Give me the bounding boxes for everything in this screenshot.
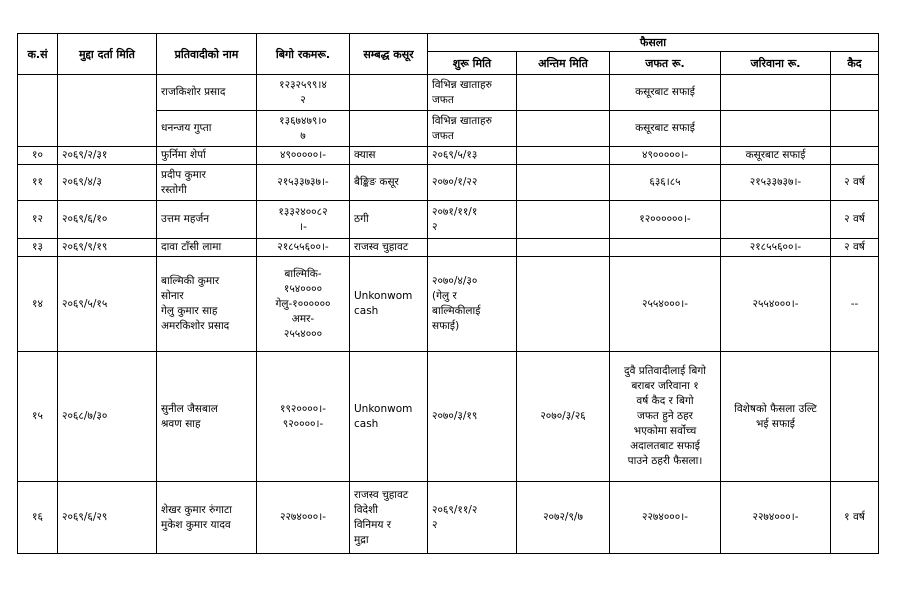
prison-cell: [831, 111, 879, 147]
table-row: [18, 165, 879, 201]
final-date-cell: [517, 239, 610, 257]
confiscation-cell: ६३६।८५: [610, 165, 721, 201]
header-offense: सम्बद्ध कसूर: [350, 34, 428, 75]
start-date-cell: विभिन्न खाताहरु जफत: [428, 75, 517, 111]
confiscation-cell: १२००००००।-: [610, 201, 721, 239]
confiscation-cell: दुवै प्रतिवादीलाई बिगो बराबर जरिवाना १ वर्ष कैद र बिगो जफत हुने ठहर भएकोमा सर्वोच्च अदालतबाट सफाई पाउने ठहरी फैसला।: [610, 352, 721, 482]
amount-cell: १३६७४७९।० ७: [257, 111, 350, 147]
case-date-cell: २०६९/६/१०: [58, 201, 157, 239]
prison-cell: २ वर्ष: [831, 201, 879, 239]
amount-cell: १३३२४००८२ ।-: [257, 201, 350, 239]
serial-cell: १४: [18, 257, 58, 352]
amount-cell: १२३२५९९।४ २: [257, 75, 350, 111]
prison-cell: [831, 75, 879, 111]
table-row: [18, 239, 879, 257]
fine-cell: २५५४०००।-: [721, 257, 831, 352]
start-date-cell: २०७०/३/१९: [428, 352, 517, 482]
defendant-cell: बाल्मिकी कुमार सोनार गेलु कुमार साह अमरकिशोर प्रसाद: [157, 257, 257, 352]
confiscation-cell: ४९०००००।-: [610, 147, 721, 165]
serial-cell: ११: [18, 165, 58, 201]
final-date-cell: २०७०/३/२६: [517, 352, 610, 482]
header-confiscation: जफत रू.: [610, 52, 721, 75]
serial-cell: १२: [18, 201, 58, 239]
table-row: [18, 352, 879, 482]
header-prison: कैद: [831, 52, 879, 75]
table-row: [18, 147, 879, 165]
case-date-cell: २०६९/९/१९: [58, 239, 157, 257]
case-table: [17, 33, 879, 554]
final-date-cell: २०७२/९/७: [517, 482, 610, 554]
final-date-cell: [517, 111, 610, 147]
case-date-cell: २०६९/५/१५: [58, 257, 157, 352]
header-final-date: अन्तिम मिति: [517, 52, 610, 75]
start-date-cell: २०७०/१/२२: [428, 165, 517, 201]
start-date-cell: २०६९/५/१३: [428, 147, 517, 165]
prison-cell: २ वर्ष: [831, 165, 879, 201]
serial-cell: १५: [18, 352, 58, 482]
defendant-cell: उत्तम महर्जन: [157, 201, 257, 239]
serial-cell: १०: [18, 147, 58, 165]
defendant-cell: राजकिशोर प्रसाद: [157, 75, 257, 111]
defendant-cell: शेखर कुमार रुंगाटा मुकेश कुमार यादव: [157, 482, 257, 554]
fine-cell: कसूरबाट सफाई: [721, 147, 831, 165]
serial-cell: १६: [18, 482, 58, 554]
case-date-cell: २०६९/६/२९: [58, 482, 157, 554]
amount-cell: १९२००००।- ९२००००।-: [257, 352, 350, 482]
case-date-cell: २०६८/७/३०: [58, 352, 157, 482]
start-date-cell: २०७१/११/१ २: [428, 201, 517, 239]
serial-cell: १३: [18, 239, 58, 257]
final-date-cell: [517, 75, 610, 111]
prison-cell: [831, 352, 879, 482]
header-fine: जरिवाना रू.: [721, 52, 831, 75]
table-row: [18, 75, 879, 111]
prison-cell: [831, 147, 879, 165]
prison-cell: १ वर्ष: [831, 482, 879, 554]
offense-cell: राजस्व चुहावट विदेशी विनिमय र मुद्रा: [350, 482, 428, 554]
final-date-cell: [517, 147, 610, 165]
prison-cell: --: [831, 257, 879, 352]
defendant-cell: सुनील जैसबाल श्रवण साह: [157, 352, 257, 482]
defendant-cell: धनन्जय गुप्ता: [157, 111, 257, 147]
offense-cell: ठगी: [350, 201, 428, 239]
case-date-cell: २०६९/४/३: [58, 165, 157, 201]
table-row: [18, 201, 879, 239]
header-serial: क.सं: [18, 34, 58, 75]
offense-cell: राजस्व चुहावट: [350, 239, 428, 257]
start-date-cell: विभिन्न खाताहरु जफत: [428, 111, 517, 147]
amount-cell: २२७४०००।-: [257, 482, 350, 554]
defendant-cell: फुर्निमा शेर्पा: [157, 147, 257, 165]
final-date-cell: [517, 257, 610, 352]
confiscation-cell: २५५४०००।-: [610, 257, 721, 352]
header-case-date: मुद्दा दर्ता मिति: [58, 34, 157, 75]
table-row: [18, 482, 879, 554]
header-defendant: प्रतिवादीको नाम: [157, 34, 257, 75]
final-date-cell: [517, 165, 610, 201]
defendant-cell: दावा टाँसी लामा: [157, 239, 257, 257]
confiscation-cell: कसूरबाट सफाई: [610, 75, 721, 111]
fine-cell: २१८५५६००।-: [721, 239, 831, 257]
prison-cell: २ वर्ष: [831, 239, 879, 257]
serial-cell: [18, 75, 58, 147]
table-row: [18, 257, 879, 352]
offense-cell: [350, 75, 428, 111]
case-date-cell: २०६९/२/३१: [58, 147, 157, 165]
defendant-cell: प्रदीप कुमार रस्तोगी: [157, 165, 257, 201]
amount-cell: बाल्मिकि- १५४०००० गेलु-१०००००० अमर- २५५४०००: [257, 257, 350, 352]
header-verdict: फैसला: [428, 34, 879, 52]
start-date-cell: [428, 239, 517, 257]
confiscation-cell: कसूरबाट सफाई: [610, 111, 721, 147]
amount-cell: २१५३३७३७।-: [257, 165, 350, 201]
offense-cell: क्यास: [350, 147, 428, 165]
offense-cell: बैङ्किङ कसूर: [350, 165, 428, 201]
fine-cell: २१५३३७३७।-: [721, 165, 831, 201]
confiscation-cell: २२७४०००।-: [610, 482, 721, 554]
confiscation-cell: [610, 239, 721, 257]
final-date-cell: [517, 201, 610, 239]
fine-cell: [721, 75, 831, 111]
amount-cell: ४९०००००।-: [257, 147, 350, 165]
offense-cell: [350, 111, 428, 147]
header-start-date: शुरू मिति: [428, 52, 517, 75]
fine-cell: विशेषको फैसला उल्टि भई सफाई: [721, 352, 831, 482]
fine-cell: २२७४०००।-: [721, 482, 831, 554]
case-date-cell: [58, 75, 157, 147]
offense-cell: Unkonwom cash: [350, 352, 428, 482]
fine-cell: [721, 201, 831, 239]
start-date-cell: २०७०/४/३० (गेलु र बाल्मिकीलाई सफाई): [428, 257, 517, 352]
offense-cell: Unkonwom cash: [350, 257, 428, 352]
header-amount: बिगो रकमरू.: [257, 34, 350, 75]
amount-cell: २१८५५६००।-: [257, 239, 350, 257]
fine-cell: [721, 111, 831, 147]
start-date-cell: २०६९/११/२ २: [428, 482, 517, 554]
